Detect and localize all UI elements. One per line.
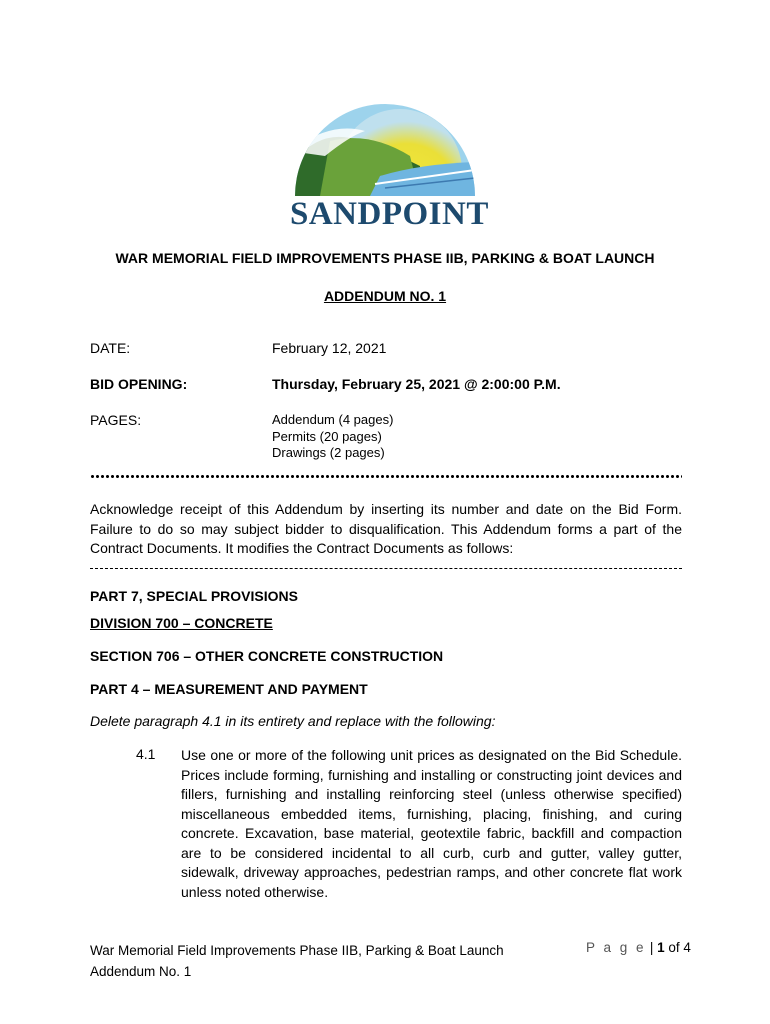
page-word: P a g e: [586, 940, 647, 955]
addendum-heading: ADDENDUM NO. 1: [323, 288, 447, 304]
logo-emblem-icon: [290, 96, 480, 196]
page-indicator: [586, 940, 691, 955]
footer-title: War Memorial Field Improvements Phase IIB, Parking & Boat Launch: [90, 943, 504, 958]
dotted-divider: [90, 474, 682, 479]
division-heading: DIVISION 700 – CONCRETE: [90, 615, 273, 631]
footer-addendum: Addendum No. 1: [90, 964, 192, 979]
page-number: 1: [657, 940, 665, 955]
date-label: DATE:: [90, 340, 131, 356]
document-title: WAR MEMORIAL FIELD IMPROVEMENTS PHASE IIB, PARKING & BOAT LAUNCH: [115, 250, 655, 266]
paragraph-number: 4.1: [136, 746, 156, 762]
part7-heading: PART 7, SPECIAL PROVISIONS: [90, 588, 298, 604]
pages-item: Permits (20 pages): [272, 428, 382, 444]
instruction-text: Delete paragraph 4.1 in its entirety and replace with the following:: [90, 713, 496, 729]
page-separator: |: [649, 940, 654, 955]
paragraph-text: Use one or more of the following unit prices as designated on the Bid Schedule. Prices include forming, furnishing and installing or constructing joint devices and fillers, furnishing and installing reinforcing steel (unless otherwise specified) miscellaneous embedded items, furnishing, placing, finishing, and curing concrete. Excavation, base material, geotextile fabric, backfill and compaction are to be considered incidental to all curb, curb and gutter, valley gutter, sidewalk, driveway approaches, pedestrian ramps, and other concrete flat work unless noted otherwise.: [181, 747, 682, 900]
pages-item: Addendum (4 pages): [272, 412, 394, 427]
part4-heading: PART 4 – MEASUREMENT AND PAYMENT: [90, 681, 368, 697]
sandpoint-logo: [290, 96, 489, 232]
pages-list: [272, 412, 393, 462]
logo-wordmark: SANDPOINT: [290, 196, 489, 232]
footer-left: [90, 940, 504, 982]
date-value: February 12, 2021: [272, 340, 387, 356]
pages-item: Drawings (2 pages): [272, 445, 385, 460]
acknowledge-paragraph: Acknowledge receipt of this Addendum by inserting its number and date on the Bid Form. Failure to do so may subject bidder to disqualification. This Addendum forms a part of the Contract Documents. It modifies the Contract Documents as follows:: [90, 501, 682, 556]
pages-label: PAGES:: [90, 412, 142, 428]
bid-opening-label: BID OPENING:: [90, 376, 188, 392]
dashed-divider: [90, 568, 682, 569]
page-total: of 4: [668, 940, 691, 955]
bid-opening-value: Thursday, February 25, 2021 @ 2:00:00 P.M.: [272, 376, 561, 392]
section-heading: SECTION 706 – OTHER CONCRETE CONSTRUCTION: [90, 648, 444, 664]
